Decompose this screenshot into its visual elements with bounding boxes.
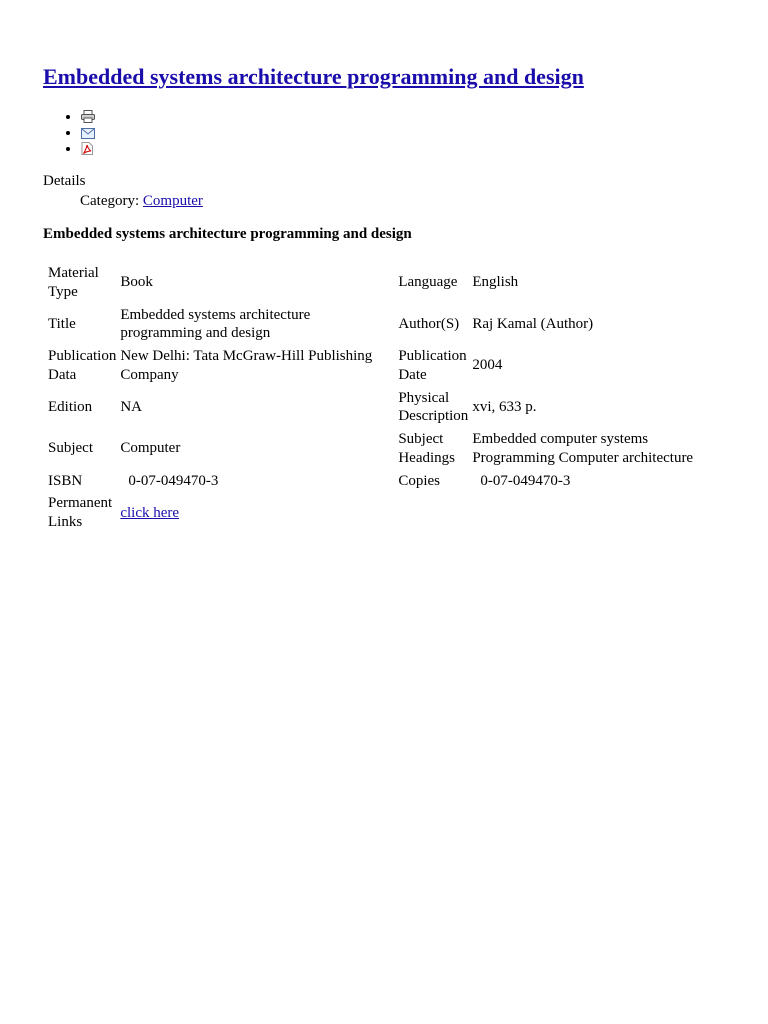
subject-label: Subject [48,440,93,457]
subject-headings-value: Embedded computer systems Programming Computer architecture [472,431,694,466]
material-type-label: Material Type [48,265,99,300]
authors-value: Raj Kamal (Author) [472,315,594,332]
isbn-value: 0-07-049470-3 [128,472,219,489]
category-line [80,192,203,211]
table-row [47,263,707,303]
title-value: Embedded systems architecture programming and design [120,306,311,342]
pdf-item[interactable] [81,141,95,157]
email-icon[interactable] [81,125,95,140]
material-type-value: Book [120,274,153,291]
title-label: Title [48,315,76,332]
category-label: Category: [80,192,143,209]
authors-label: Author(S) [398,315,460,332]
publication-data-value: New Delhi: Tata McGraw-Hill Publishing Company [120,348,373,383]
table-row [47,429,707,469]
empty-cell [471,493,707,533]
article-tools [69,109,95,157]
edition-value: NA [120,398,142,415]
publication-data-label: Publication Data [48,348,117,383]
table-row [47,471,707,492]
language-value: English [472,274,519,291]
pdf-icon[interactable] [81,141,93,156]
article-title-link[interactable]: Embedded systems architecture programming and design [43,64,584,89]
print-item[interactable] [81,109,95,125]
empty-cell [397,493,469,533]
email-item[interactable] [81,125,95,141]
physical-description-value: xvi, 633 p. [472,398,537,415]
record-table [45,261,709,535]
permanent-links-label: Permanent Links [48,495,113,530]
subject-headings-label: Subject Headings [398,431,455,466]
subject-value: Computer [120,440,181,457]
permanent-link[interactable]: click here [120,504,180,521]
table-row [47,346,707,386]
edition-label: Edition [48,398,93,415]
print-icon[interactable] [81,109,95,124]
copies-label: Copies [398,472,440,489]
physical-description-label: Physical Description [398,389,469,425]
language-label: Language [398,274,458,291]
details-label: Details [43,173,86,189]
page-title [43,63,584,91]
article-details [43,172,203,211]
permanent-links-cell [119,493,395,533]
category-link[interactable]: Computer [142,192,203,209]
isbn-label: ISBN [48,472,83,489]
publication-date-label: Publication Date [398,348,467,383]
article-heading: Embedded systems architecture programming and design [43,226,412,242]
table-row [47,493,707,533]
table-row [47,388,707,428]
publication-date-value: 2004 [472,357,503,374]
table-row [47,305,707,345]
copies-value: 0-07-049470-3 [480,472,571,489]
